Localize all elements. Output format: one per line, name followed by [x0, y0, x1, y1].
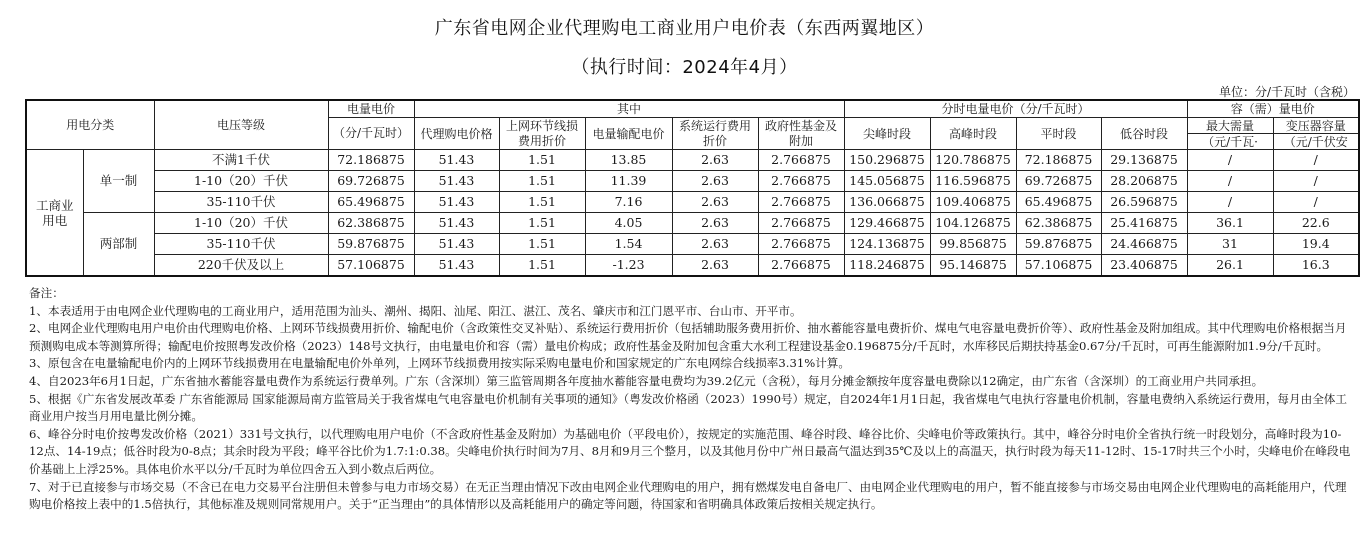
cell-valley: 23.406875 — [1101, 255, 1187, 277]
cell-transformer: / — [1273, 171, 1359, 192]
cell-agency: 51.43 — [414, 150, 499, 171]
cell-energy-price: 72.186875 — [328, 150, 414, 171]
cell-flat: 72.186875 — [1016, 150, 1101, 171]
cell-transformer: 16.3 — [1273, 255, 1359, 277]
header-gov-fund: 政府性基金及附加 — [758, 118, 844, 150]
cell-sharp: 124.136875 — [844, 234, 930, 255]
header-peak: 高峰时段 — [930, 118, 1016, 150]
note-item: 7、对于已直接参与市场交易（不含已在电力交易平台注册但未曾参与电力市场交易）在无正当理由情况下改由电网企业代理购电的用户，拥有燃煤发电自备电厂、由电网企业代理购电的用户，暂不能直接参与市场交易由电网企业代理购电的高耗能用户，代理购电价格按上表中的1.5倍执行，其他标准及规则同常规用户。关于“正当理由”的具体情形以及高耗能用户的确定等问题，待国家和省明确具体政策后按相关规定执行。 — [29, 479, 1347, 512]
cell-voltage: 1-10（20）千伏 — [154, 171, 328, 192]
header-max-demand: 最大需量 — [1187, 118, 1273, 134]
cell-energy-price: 62.386875 — [328, 213, 414, 234]
cell-peak: 99.856875 — [930, 234, 1016, 255]
cell-flat: 59.876875 — [1016, 234, 1101, 255]
cell-loss: 1.51 — [499, 150, 585, 171]
cell-transmission: 1.54 — [585, 234, 672, 255]
cell-voltage: 35-110千伏 — [154, 192, 328, 213]
note-item: 3、原包含在电量输配电价内的上网环节线损费用在电量输配电价外单列，上网环节线损费用按实际采购电量电价和国家规定的广东电网综合线损率3.31%计算。 — [29, 356, 850, 371]
cell-valley: 26.596875 — [1101, 192, 1187, 213]
cell-transformer: / — [1273, 150, 1359, 171]
cell-loss: 1.51 — [499, 213, 585, 234]
cell-energy-price: 65.496875 — [328, 192, 414, 213]
cell-sharp: 129.466875 — [844, 213, 930, 234]
cell-agency: 51.43 — [414, 192, 499, 213]
header-agency-price: 代理购电价格 — [414, 118, 499, 150]
cell-valley: 25.416875 — [1101, 213, 1187, 234]
cell-transmission: 11.39 — [585, 171, 672, 192]
cell-max-demand: / — [1187, 192, 1273, 213]
header-flat: 平时段 — [1016, 118, 1101, 150]
cell-transformer: 19.4 — [1273, 234, 1359, 255]
header-capacity-group: 容（需）量电价 — [1187, 100, 1359, 118]
cell-voltage: 不满1千伏 — [154, 150, 328, 171]
cell-energy-price: 57.106875 — [328, 255, 414, 277]
header-transformer: 变压器容量 — [1273, 118, 1359, 134]
header-sharp-peak: 尖峰时段 — [844, 118, 930, 150]
cell-transformer: 22.6 — [1273, 213, 1359, 234]
cell-fund: 2.766875 — [758, 213, 844, 234]
group-name: 两部制 — [83, 213, 154, 277]
cell-agency: 51.43 — [414, 234, 499, 255]
cell-agency: 51.43 — [414, 255, 499, 277]
category-main: 工商业用电 — [26, 150, 83, 277]
price-table — [25, 99, 1360, 277]
cell-sharp: 136.066875 — [844, 192, 930, 213]
note-item: 2、电网企业代理购电用户电价由代理购电价格、上网环节线损费用折价、输配电价（含政策性交叉补贴）、系统运行费用折价（包括辅助服务费用折价、抽水蓄能容量电费折价、煤电气电容量电费折价等）、政府性基金及附加组成。其中代理购电价格根据当月预测购电成本等测算所得；输配电价按照粤发改价格（2023）148号文执行，由电量电价和容（需）量电价构成；政府性基金及附加包含重大水利工程建设基金0.196875分/千瓦时，水库移民后期扶持基金0.67分/千瓦时，可再生能源附加1.9分/千瓦时。 — [29, 321, 1347, 353]
cell-loss: 1.51 — [499, 255, 585, 277]
cell-valley: 28.206875 — [1101, 171, 1187, 192]
cell-fund: 2.766875 — [758, 150, 844, 171]
header-transformer-unit: （元/千伏安 — [1273, 134, 1359, 150]
cell-voltage: 35-110千伏 — [154, 234, 328, 255]
cell-peak: 104.126875 — [930, 213, 1016, 234]
cell-transformer: / — [1273, 192, 1359, 213]
header-energy-price-unit: （分/千瓦时） — [328, 118, 414, 150]
cell-voltage: 1-10（20）千伏 — [154, 213, 328, 234]
group-name: 单一制 — [83, 150, 154, 213]
cell-max-demand: 26.1 — [1187, 255, 1273, 277]
cell-system: 2.63 — [672, 192, 758, 213]
cell-peak: 95.146875 — [930, 255, 1016, 277]
cell-agency: 51.43 — [414, 171, 499, 192]
table-row — [26, 150, 1359, 171]
cell-peak: 120.786875 — [930, 150, 1016, 171]
cell-system: 2.63 — [672, 171, 758, 192]
cell-sharp: 118.246875 — [844, 255, 930, 277]
cell-peak: 109.406875 — [930, 192, 1016, 213]
cell-system: 2.63 — [672, 213, 758, 234]
note-item: 4、自2023年6月1日起，广东省抽水蓄能容量电费作为系统运行费单列。广东（含深圳）第三监管周期各年度抽水蓄能容量电费均为39.2亿元（含税），每月分摊金额按年度容量电费除以12确定，由广东省（含深圳）的工商业用户共同承担。 — [29, 373, 1264, 388]
cell-system: 2.63 — [672, 234, 758, 255]
header-valley: 低谷时段 — [1101, 118, 1187, 150]
cell-peak: 116.596875 — [930, 171, 1016, 192]
table-row — [26, 192, 1359, 213]
page-title: 广东省电网企业代理购电工商业用户电价表（东西两翼地区） — [434, 18, 935, 39]
cell-system: 2.63 — [672, 255, 758, 277]
cell-transmission: 4.05 — [585, 213, 672, 234]
cell-transmission: -1.23 — [585, 255, 672, 277]
cell-max-demand: 36.1 — [1187, 213, 1273, 234]
cell-system: 2.63 — [672, 150, 758, 171]
cell-flat: 69.726875 — [1016, 171, 1101, 192]
cell-energy-price: 59.876875 — [328, 234, 414, 255]
cell-loss: 1.51 — [499, 192, 585, 213]
table-row — [26, 213, 1359, 234]
table-row — [26, 255, 1359, 277]
cell-flat: 62.386875 — [1016, 213, 1101, 234]
cell-flat: 57.106875 — [1016, 255, 1101, 277]
notes-heading: 备注： — [29, 286, 64, 300]
page-subtitle: （执行时间：2024年4月） — [571, 57, 798, 78]
unit-label: 单位：分/千瓦时（含税） — [1218, 85, 1355, 99]
cell-transmission: 13.85 — [585, 150, 672, 171]
cell-energy-price: 69.726875 — [328, 171, 414, 192]
header-transmission: 电量输配电价 — [585, 118, 672, 150]
cell-fund: 2.766875 — [758, 171, 844, 192]
table-row — [26, 234, 1359, 255]
cell-max-demand: / — [1187, 150, 1273, 171]
cell-loss: 1.51 — [499, 234, 585, 255]
notes-section — [29, 285, 1354, 514]
header-grid-loss: 上网环节线损费用折价 — [499, 118, 585, 150]
header-energy-price: 电量电价 — [328, 100, 414, 118]
header-system-op: 系统运行费用折价 — [672, 118, 758, 150]
header-voltage: 电压等级 — [154, 100, 328, 150]
cell-sharp: 150.296875 — [844, 150, 930, 171]
header-tou-group: 分时电量电价（分/千瓦时） — [844, 100, 1187, 118]
cell-valley: 29.136875 — [1101, 150, 1187, 171]
header-category: 用电分类 — [26, 100, 154, 150]
cell-transmission: 7.16 — [585, 192, 672, 213]
cell-voltage: 220千伏及以上 — [154, 255, 328, 277]
cell-max-demand: / — [1187, 171, 1273, 192]
cell-sharp: 145.056875 — [844, 171, 930, 192]
cell-loss: 1.51 — [499, 171, 585, 192]
cell-max-demand: 31 — [1187, 234, 1273, 255]
cell-fund: 2.766875 — [758, 192, 844, 213]
note-item: 6、峰谷分时电价按粤发改价格（2021）331号文执行，以代理购电用户电价（不含政府性基金及附加）为基础电价（平段电价），按规定的实施范围、峰谷时段、峰谷比价、尖峰电价等政策执行。其中，峰谷分时电价全省执行统一时段划分，高峰时段为10-12点、14-19点；低谷时段为0-8点；其余时段为平段；峰平谷比价为1.7:1:0.38。尖峰电价执行时间为7月、8月和9月三个整月，以及其他月份中广州日最高气温达到35℃及以上的高温天，执行时段为每天11-12时、15-17时共三个小时，尖峰电价在峰段电价基础上上浮25%。具体电价水平以分/千瓦时为单位四舍五入到小数点后两位。 — [29, 426, 1351, 476]
table-row — [26, 171, 1359, 192]
note-item: 1、本表适用于由电网企业代理购电的工商业用户，适用范围为汕头、潮州、揭阳、汕尾、阳江、湛江、茂名、肇庆市和江门恩平市、台山市、开平市。 — [29, 303, 802, 318]
header-max-demand-unit: （元/千瓦· — [1187, 134, 1273, 150]
cell-fund: 2.766875 — [758, 234, 844, 255]
cell-agency: 51.43 — [414, 213, 499, 234]
cell-valley: 24.466875 — [1101, 234, 1187, 255]
note-item: 5、根据《广东省发展改革委 广东省能源局 国家能源局南方监管局关于我省煤电气电容量电价机制有关事项的通知》（粤发改价格函（2023）1990号）规定，自2024年1月1日起，我省煤电气电执行容量电价机制，容量电费纳入系统运行费用，每月由全体工商业用户按当月用电量比例分摊。 — [29, 391, 1347, 424]
cell-flat: 65.496875 — [1016, 192, 1101, 213]
header-among: 其中 — [414, 100, 844, 118]
cell-fund: 2.766875 — [758, 255, 844, 277]
